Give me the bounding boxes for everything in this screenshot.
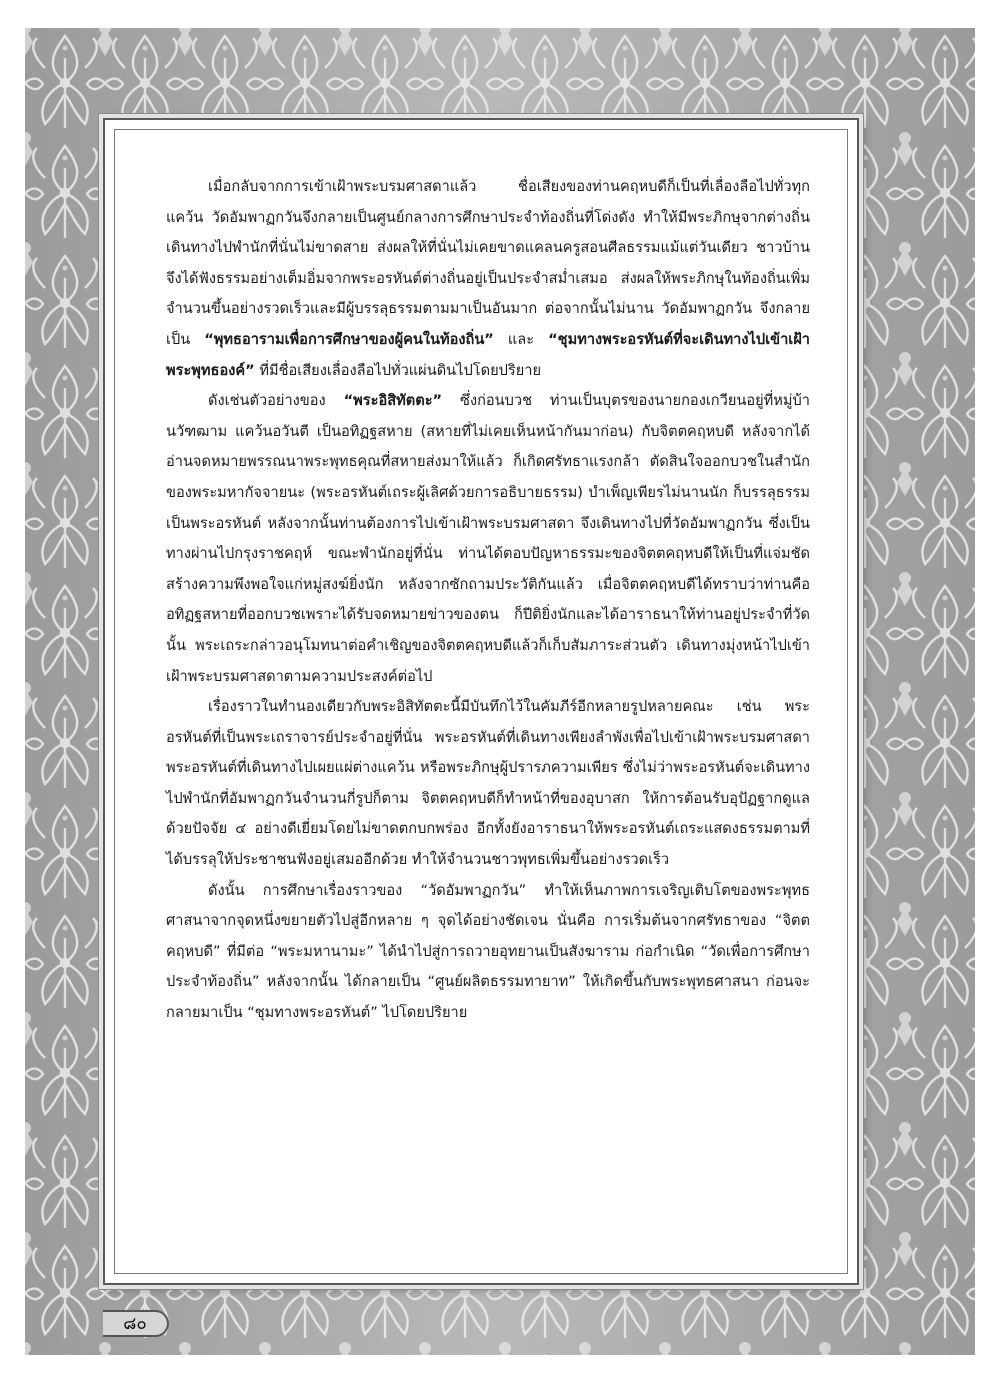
highlight-text: “พระอิสิทัตตะ” — [343, 392, 443, 410]
paragraph-text: ดังนั้น การศึกษาเรื่องราวของ “วัดอัมพาฏกวัน” ทำให้เห็นภาพการเจริญเติบโตของพระพุทธศาสนาจากจุดหนึ่งขยายตัวไปสู่อีกหลาย ๆ จุดได้อย่างชัดเจน นั่นคือ การเริ่มต้นจากศรัทธาของ “จิตตคฤหบดี” ที่มีต่อ “พระมหานามะ” ได้นำไปสู่การถวายอุทยานเป็นสังฆาราม ก่อกำเนิด “วัดเพื่อการศึกษาประจำท้องถิ่น” หลังจากนั้น ได้กลายเป็น “ศูนย์ผลิตธรรมทายาท” ให้เกิดขึ้นกับพระพุทธศาสนา ก่อนจะกลายมาเป็น “ชุมทางพระอรหันต์” ไปโดยปริยาย — [166, 881, 810, 1022]
paragraph — [166, 172, 810, 386]
page-number-tab — [103, 1310, 169, 1337]
paragraph-text: และ — [493, 330, 549, 348]
paragraph — [166, 692, 810, 876]
paragraph-text: เมื่อกลับจากการเข้าเฝ้าพระบรมศาสดาแล้ว ชื่อเสียงของท่านคฤหบดีก็เป็นที่เลื่องลือไปทั่วทุกแคว้น วัดอัมพาฏกวันจึงกลายเป็นศูนย์กลางการศึกษาประจำท้องถิ่นที่โด่งดัง ทำให้มีพระภิกษุจากต่างถิ่นเดินทางไปพำนักที่นั่นไม่ขาดสาย ส่งผลให้ที่นั่นไม่เคยขาดแคลนครูสอนศีลธรรมแม้แต่วันเดียว ชาวบ้านจึงได้ฟังธรรมอย่างเต็มอิ่มจากพระอรหันต์ต่างถิ่นอยู่เป็นประจำสม่ำเสมอ ส่งผลให้พระภิกษุในท้องถิ่นเพิ่มจำนวนขึ้นอย่างรวดเร็วและมีผู้บรรลุธรรมตามมาเป็นอันมาก ต่อจากนั้นไม่นาน วัดอัมพาฏกวัน จึงกลายเป็น — [166, 178, 810, 348]
paragraph-text: ที่มีชื่อเสียงเลื่องลือไปทั่วแผ่นดินไปโดยปริยาย — [254, 361, 542, 379]
paragraph — [166, 386, 810, 692]
paragraph — [166, 876, 810, 1029]
paragraph-text: ซึ่งก่อนบวช ท่านเป็นบุตรของนายกองเกวียนอยู่ที่หมู่บ้านวัฑฒาม แคว้นอวันตี เป็นอทิฏฐสหาย (สหายที่ไม่เคยเห็นหน้ากันมาก่อน) กับจิตตคฤหบดี หลังจากได้อ่านจดหมายพรรณนาพระพุทธคุณที่สหายส่งมาให้แล้ว ก็เกิดศรัทธาแรงกล้า ตัดสินใจออกบวชในสำนักของพระมหากัจจายนะ (พระอรหันต์เถระผู้เลิศด้วยการอธิบายธรรม) บำเพ็ญเพียรไม่นานนัก ก็บรรลุธรรมเป็นพระอรหันต์ หลังจากนั้นท่านต้องการไปเข้าเฝ้าพระบรมศาสดา จึงเดินทางไปที่วัดอัมพาฏกวัน ซึ่งเป็นทางผ่านไปกรุงราชคฤห์ ขณะพำนักอยู่ที่นั่น ท่านได้ตอบปัญหาธรรมะของจิตตคฤหบดีให้เป็นที่แจ่มชัด สร้างความพึงพอใจแก่หมู่สงฆ์ยิ่งนัก หลังจากซักถามประวัติกันแล้ว เมื่อจิตตคฤหบดีได้ทราบว่าท่านคืออทิฏฐสหายที่ออกบวชเพราะได้รับจดหมายข่าวของตน ก็ปีติยิ่งนักและได้อาราธนาให้ท่านอยู่ประจำที่วัดนั้น พระเถระกล่าวอนุโมทนาต่อคำเชิญของจิตตคฤหบดีแล้วก็เก็บสัมภาระส่วนตัว เดินทางมุ่งหน้าไปเข้าเฝ้าพระบรมศาสดาตามความประสงค์ต่อไป — [166, 392, 811, 685]
highlight-text: “พุทธอารามเพื่อการศึกษาของผู้คนในท้องถิ่น” — [204, 330, 494, 348]
highlight-text: “ชุมทางพระอรหันต์ที่จะเดินทางไปเข้าเฝ้าพระพุทธองค์” — [166, 330, 810, 379]
body-text — [166, 172, 810, 1029]
paragraph-text: ดังเช่นตัวอย่างของ — [208, 392, 344, 410]
page-number: ๘๐ — [123, 1314, 147, 1334]
paragraph-text: เรื่องราวในทำนองเดียวกับพระอิสิทัตตะนี้มีบันทึกไว้ในคัมภีร์อีกหลายรูปหลายคณะ เช่น พระอรหันต์ที่เป็นพระเถราจารย์ประจำอยู่ที่นั่น พระอรหันต์ที่เดินทางเพียงลำพังเพื่อไปเข้าเฝ้าพระบรมศาสดา พระอรหันต์ที่เดินทางไปเผยแผ่ต่างแคว้น หรือพระภิกษุผู้ปรารภความเพียร ซึ่งไม่ว่าพระอรหันต์จะเดินทางไปพำนักที่อัมพาฏกวันจำนวนกี่รูปก็ตาม จิตตคฤหบดีก็ทำหน้าที่ของอุบาสก ให้การต้อนรับอุปัฏฐากดูแลด้วยปัจจัย ๔ อย่างดีเยี่ยมโดยไม่ขาดตกบกพร่อง อีกทั้งยังอาราธนาให้พระอรหันต์เถระแสดงธรรมตามที่ได้บรรลุให้ประชาชนฟังอยู่เสมออีกด้วย ทำให้จำนวนชาวพุทธเพิ่มขึ้นอย่างรวดเร็ว — [166, 698, 810, 869]
